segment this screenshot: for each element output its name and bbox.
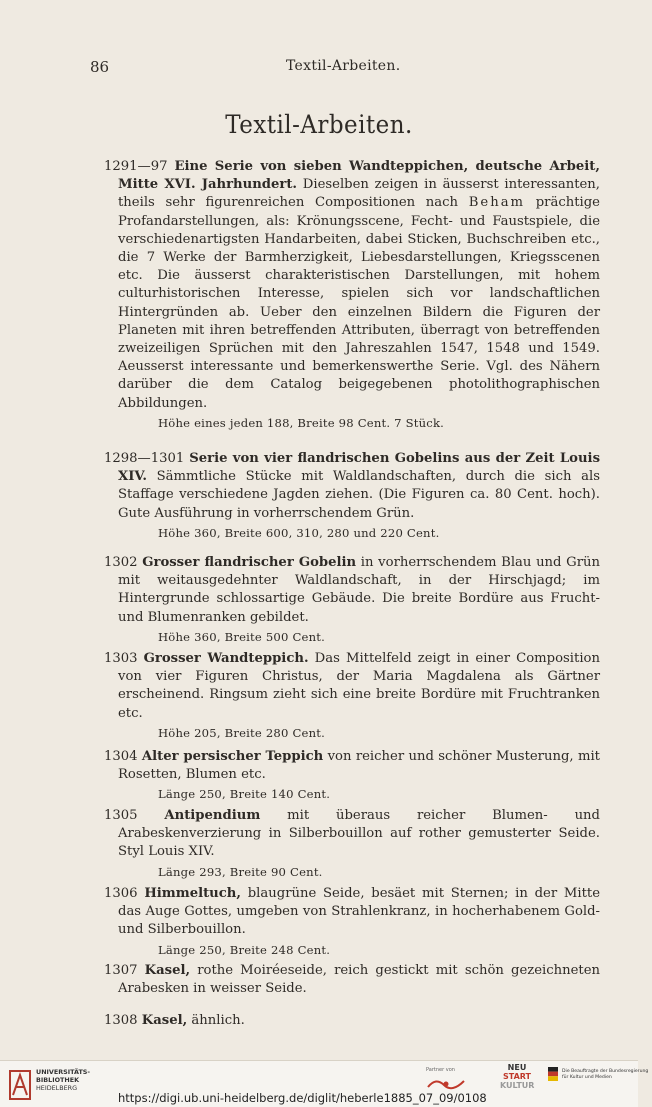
neustart-kultur-logo[interactable]: NEU START KULTUR [500,1063,535,1090]
entry-1307 [104,962,600,998]
page-number: 86 [90,58,110,76]
page-title: Textil-Arbeiten. [225,110,413,139]
entry-number: 1303 [104,651,138,666]
entry-dimensions: Höhe eines jeden 188, Breite 98 Cent. 7 Stück. [158,415,445,430]
artist-name: Beham [468,195,526,211]
entry-1291 [104,158,600,432]
entry-1303 [104,650,600,742]
entry-body: in vorherrschendem Blau und Grün mit weitausgedehnter Waldlandschaft, in der Hirschjagd; im Hintergrunde schlossartige Gebäude. Die breite Bordüre aus Frucht- und Blumenranken gebildet. [118,555,600,625]
entry-heading: Grosser flandrischer Gobelin [142,555,357,570]
entry-1298 [104,450,600,542]
entry-dimensions: Länge 250, Breite 140 Cent. [158,787,331,802]
permalink-url[interactable]: https://digi.ub.uni-heidelberg.de/diglit/heberle1885_07_09/0108 [118,1091,487,1105]
entry-1302 [104,554,600,646]
entry-heading: Kasel, [141,1013,188,1028]
entry-heading: Eine Serie von sieben Wandteppichen, deutsche Arbeit, Mitte XVI. Jahrhundert. [118,159,600,193]
viewer-footer [0,1060,649,1107]
entry-body: von reicher und schöner Musterung, mit Rosetten, Blumen etc. [118,749,600,783]
entry-number: 1305 [104,808,138,823]
entry-body: Sämmtliche Stücke mit Waldlandschaften, durch die sich als Staffage verschiedene Jagden ziehen. (Die Figuren ca. 80 Cent. hoch). Gute Ausführung in vorherrschendem Grün. [118,469,600,521]
entry-body: rothe Moiréeseide, reich gestickt mit schön gezeichneten Arabesken in weisser Seide. [118,963,600,997]
entry-1306 [104,885,600,959]
entry-heading: Kasel, [144,963,191,978]
entry-body: mit überaus reicher Blumen- und Arabeskenverzierung in Silberbouillon auf rother gemusterter Seide. Styl Louis XIV. [118,808,600,860]
entry-number: 1291—97 [104,159,168,174]
partner-logo-icon [426,1075,466,1093]
entry-number: 1306 [104,886,138,901]
entry-dimensions: Höhe 205, Breite 280 Cent. [158,725,325,740]
entry-body: Dieselben zeigen in äusserst interessanten, theils sehr figurenreichen Compositionen nach [118,177,600,211]
entry-body: blaugrüne Seide, besäet mit Sternen; in der Mitte das Auge Gottes, umgeben von Strahlenkranz, in hocherhabenem Gold- und Silberbouillon. [118,886,601,938]
entry-number: 1307 [104,963,138,978]
university-library-logo-icon [8,1065,32,1101]
entry-dimensions: Höhe 360, Breite 600, 310, 280 und 220 Cent. [158,525,440,540]
entry-heading: Alter persischer Teppich [141,749,324,764]
entry-1304 [104,748,600,804]
entry-number: 1304 [104,749,138,764]
entry-number: 1302 [104,555,138,570]
entry-heading: Antipendium [164,808,261,823]
entry-body-cont: prächtige Profandarstellungen, als: Krönungsscene, Fecht- und Faustspiele, die verschiedenartigsten Handarbeiten, dabei Sticken, Buchschreiben etc., die 7 Werke der Barmherzigkeit, Liebesdarstellungen, Kriegsscenen etc. Die äusserst charakteristischen Darstellungen, mit hohem culturhistorischen Interesse, spielen sich vor landschaftlichen Hintergründen ab. Ueber den einzelnen Bildern die Figuren der Planeten mit ihren betreffenden Attributen, überragt von betreffenden zweizeiligen Sprüchen mit den Jahreszahlen 1547, 1548 und 1549. Aeusserst interessante und bemerkenswerthe Serie. Vgl. des Nähern darüber die dem Catalog beigegebenen photolithographischen Abbildungen. [118,195,600,411]
entry-1305 [104,807,600,881]
entry-heading: Himmeltuch, [144,886,241,901]
federal-flag-icon [548,1067,558,1081]
entry-body: Das Mittelfeld zeigt in einer Composition von vier Figuren Christus, der Maria Magdalena als Gärtner erscheinend. Ringsum zieht sich eine breite Bordüre mit Fruchtranken etc. [118,651,600,721]
library-name[interactable]: UNIVERSITÄTS- BIBLIOTHEK HEIDELBERG [36,1068,91,1093]
entry-body: ähnlich. [191,1013,245,1028]
entry-1308 [104,1012,600,1030]
entry-dimensions: Länge 293, Breite 90 Cent. [158,864,323,879]
entry-dimensions: Länge 250, Breite 248 Cent. [158,942,331,957]
partner-label: Partner von [426,1067,455,1073]
entry-heading: Serie von vier flandrischen Gobelins aus der Zeit Louis XIV. [118,451,600,485]
entry-dimensions: Höhe 360, Breite 500 Cent. [158,629,325,644]
entry-number: 1298—1301 [104,451,185,466]
entry-heading: Grosser Wandteppich. [143,651,309,666]
running-title: Textil-Arbeiten. [286,58,401,74]
entry-number: 1308 [104,1013,138,1028]
bkm-logo-text[interactable]: Die Beauftragte der Bundesregierung für Kultur und Medien [562,1069,649,1080]
